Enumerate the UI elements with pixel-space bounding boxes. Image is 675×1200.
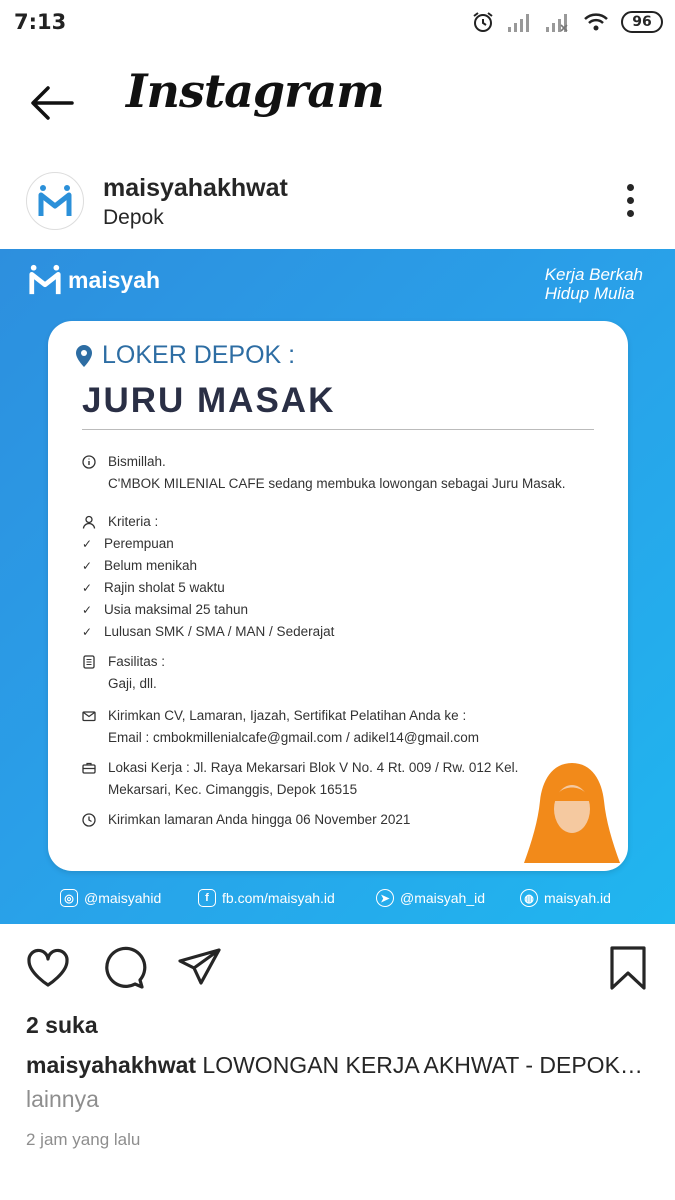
post-image[interactable]	[0, 249, 675, 924]
status-bar	[0, 0, 675, 48]
tagline-line-1: Kerja Berkah	[544, 265, 643, 284]
facilities-value: Gaji, dll.	[108, 676, 157, 691]
criteria-item: ✓ Usia maksimal 25 tahun	[82, 599, 334, 621]
criteria-label: Kriteria :	[108, 514, 159, 529]
bookmark-icon[interactable]	[604, 944, 652, 992]
instagram-handle: @maisyahid	[84, 890, 162, 906]
logo-text: maisyah	[68, 266, 161, 293]
signal-icon	[507, 11, 533, 33]
globe-icon: ◍	[520, 889, 538, 907]
criteria-item: ✓ Rajin sholat 5 waktu	[82, 577, 334, 599]
comment-icon[interactable]	[100, 944, 148, 992]
job-title: JURU MASAK	[82, 381, 336, 420]
telegram-handle: @maisyah_id	[400, 890, 486, 906]
social-links	[0, 889, 675, 919]
share-icon[interactable]	[176, 944, 224, 992]
image-logo	[28, 263, 160, 297]
maisyah-logo-icon	[37, 183, 73, 219]
facilities-section	[82, 651, 165, 695]
heart-icon[interactable]	[24, 944, 72, 992]
likes-count[interactable]: 2 suka	[26, 1012, 98, 1038]
post-username[interactable]: maisyahakhwat	[103, 174, 288, 202]
apply-section	[82, 705, 479, 749]
web-address: maisyah.id	[544, 890, 611, 906]
intro-line-2: C'MBOK MILENIAL CAFE sedang membuka lowongan sebagai Juru Masak.	[108, 476, 566, 491]
battery-indicator: 96	[621, 11, 663, 33]
document-icon	[82, 655, 96, 669]
criteria-item: ✓ Perempuan	[82, 533, 334, 555]
post-actions	[0, 940, 675, 1000]
app-bar	[0, 52, 675, 152]
briefcase-icon	[82, 761, 96, 775]
status-time: 7:13	[14, 10, 67, 34]
loker-title: LOKER DEPOK :	[102, 341, 296, 369]
avatar[interactable]	[26, 172, 84, 230]
intro-line-1: Bismillah.	[108, 454, 166, 469]
facebook-link[interactable]	[198, 889, 335, 907]
criteria-item: ✓ Belum menikah	[82, 555, 334, 577]
location-pin-icon	[76, 345, 92, 367]
telegram-icon: ➤	[376, 889, 394, 907]
hijab-woman-illustration	[522, 761, 622, 871]
loker-header	[76, 341, 295, 370]
instagram-link[interactable]	[60, 889, 161, 907]
work-location-section	[82, 757, 518, 801]
intro-section	[82, 451, 566, 495]
tagline	[545, 265, 643, 303]
more-options-icon[interactable]	[620, 184, 640, 224]
criteria-item: ✓ Lulusan SMK / SMA / MAN / Sederajat	[82, 621, 334, 643]
caption-username[interactable]: maisyahakhwat	[26, 1052, 197, 1078]
location-line-2: Mekarsari, Kec. Cimanggis, Depok 16515	[108, 782, 358, 797]
tagline-line-2: Hidup Mulia	[544, 284, 635, 303]
send-line: Kirimkan CV, Lamaran, Ijazah, Sertifikat Pelatihan Anda ke :	[108, 708, 467, 723]
job-card	[48, 321, 628, 871]
post-location[interactable]: Depok	[103, 206, 164, 229]
divider	[82, 429, 594, 430]
facilities-label: Fasilitas :	[108, 654, 166, 669]
back-arrow-icon[interactable]	[26, 80, 76, 126]
facebook-icon: f	[198, 889, 216, 907]
deadline-text: Kirimkan lamaran Anda hingga 06 November 2021	[108, 812, 411, 827]
clock-icon	[82, 813, 96, 827]
caption-more-link[interactable]: lainnya	[26, 1086, 99, 1112]
web-link[interactable]	[520, 889, 611, 907]
app-title: Instagram	[126, 64, 384, 118]
alarm-icon	[471, 10, 495, 34]
post-header	[0, 166, 675, 238]
mail-icon	[82, 709, 96, 723]
status-icons	[471, 10, 663, 34]
instagram-icon: ◎	[60, 889, 78, 907]
facebook-handle: fb.com/maisyah.id	[222, 890, 335, 906]
location-line-1: Lokasi Kerja : Jl. Raya Mekarsari Blok V No. 4 Rt. 009 / Rw. 012 Kel.	[108, 760, 519, 775]
deadline-section	[82, 809, 410, 831]
signal-off-icon	[545, 11, 571, 33]
criteria-section	[82, 511, 334, 643]
email-line: Email : cmbokmillenialcafe@gmail.com / adikel14@gmail.com	[108, 730, 480, 745]
maisyah-logo-icon	[28, 263, 62, 297]
wifi-icon	[583, 11, 609, 33]
post-caption	[26, 1048, 646, 1116]
person-icon	[82, 515, 96, 529]
telegram-link[interactable]	[376, 889, 485, 907]
info-icon	[82, 455, 96, 469]
post-timestamp: 2 jam yang lalu	[26, 1130, 141, 1149]
caption-text: LOWONGAN KERJA AKHWAT - DEPOK…	[202, 1052, 643, 1078]
